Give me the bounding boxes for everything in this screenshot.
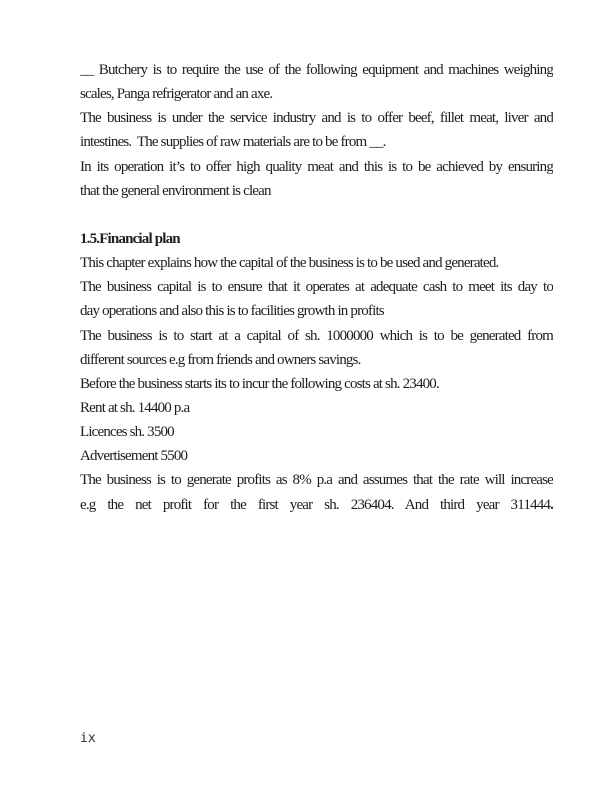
cost-item-advertisement: Advertisement 5500 <box>80 448 188 465</box>
paragraph-line: Before the business starts its to incur the following costs at sh. 23400. <box>80 375 439 392</box>
cost-item-licences: Licences sh. 3500 <box>80 424 174 441</box>
paragraph-line: The business capital is to ensure that it operates at adequate cash to meet its day to <box>80 279 553 296</box>
paragraph-line: The business is under the service industry and is to offer beef, fillet meat, liver and <box>80 110 553 127</box>
page-body-text <box>80 58 553 517</box>
paragraph-line: scales, Panga refrigerator and an axe. <box>80 86 273 103</box>
paragraph-line: In its operation it’s to offer high quality meat and this is to be achieved by ensuring <box>80 158 553 175</box>
paragraph-line: intestines. The supplies of raw materials are to be from __. <box>80 134 386 151</box>
blank-line <box>80 203 553 227</box>
last-line-text: e.g the net profit for the first year sh. 236404. And third year 311444 <box>80 496 551 513</box>
paragraph-last-line <box>80 493 553 517</box>
cost-item-rent: Rent at sh. 14400 p.a <box>80 399 190 416</box>
paragraph-line: __ Butchery is to require the use of the following equipment and machines weighing <box>80 62 553 78</box>
section-heading: 1.5.Financial plan <box>80 230 180 247</box>
paragraph-line: that the general environment is clean <box>80 182 271 199</box>
paragraph-line: different sources e.g from friends and owners savings. <box>80 351 361 368</box>
paragraph-line: The business is to generate profits as 8% p.a and assumes that the rate will increase <box>80 472 553 489</box>
last-line-bold-period: . <box>550 496 553 513</box>
paragraph-line: This chapter explains how the capital of the business is to be used and generated. <box>80 255 499 272</box>
paragraph-line: day operations and also this is to facilities growth in profits <box>80 303 384 320</box>
paragraph-line: The business is to start at a capital of sh. 1000000 which is to be generated from <box>80 327 553 344</box>
page-number: ix <box>80 731 96 746</box>
